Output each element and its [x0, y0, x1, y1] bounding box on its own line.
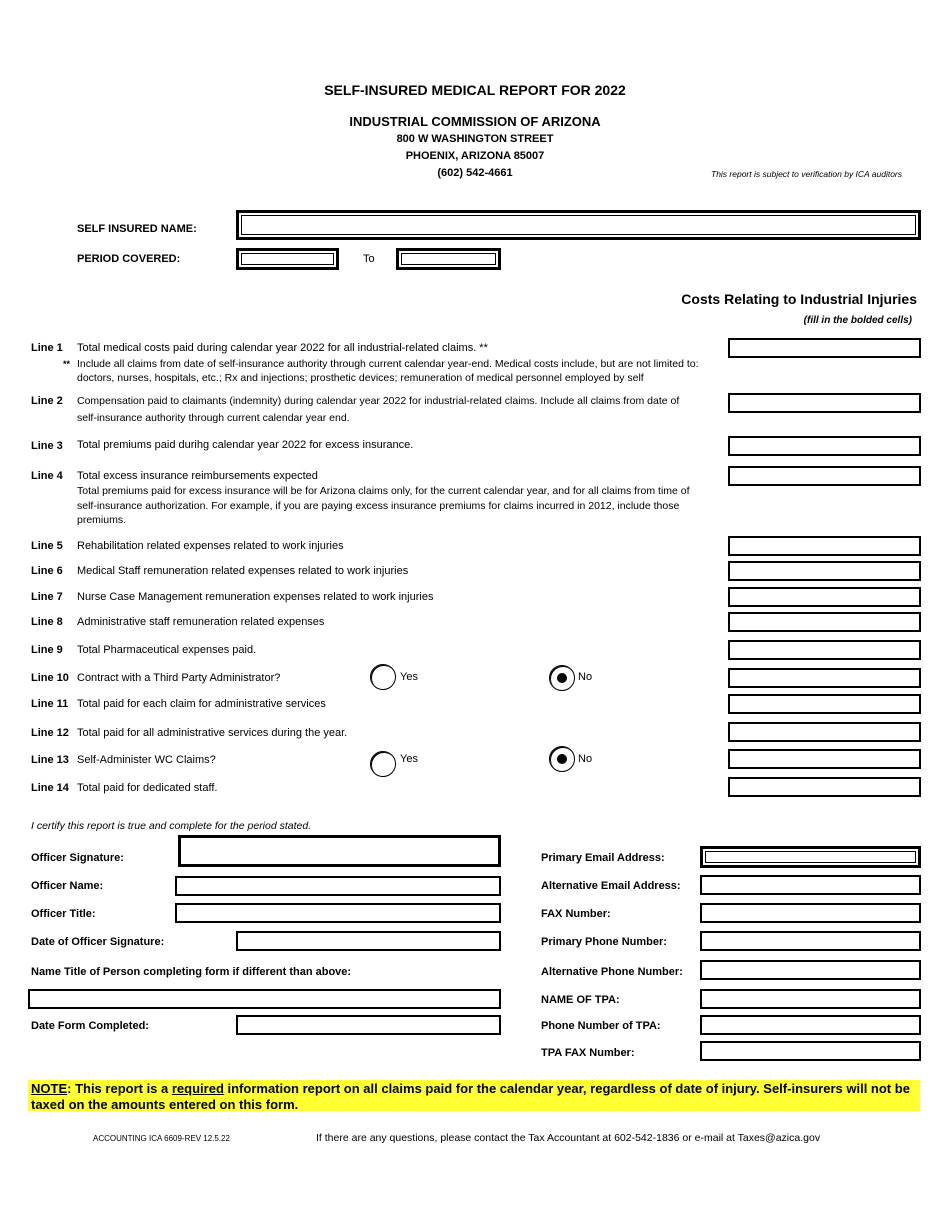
line13-no-radio[interactable] — [549, 746, 575, 772]
line12-input[interactable] — [728, 722, 921, 742]
line1-input[interactable] — [728, 338, 921, 358]
primary-phone-label: Primary Phone Number: — [541, 936, 667, 948]
officer-date-input[interactable] — [236, 931, 501, 951]
alt-email-label: Alternative Email Address: — [541, 880, 681, 892]
org-city: PHOENIX, ARIZONA 85007 — [405, 150, 545, 162]
line1-note: Include all claims from date of self-insurance authority through current calendar year-end. Medical costs include, but are not limited to: doctors, nurses, hospitals, etc.; Rx and injections; prosthetic devices; remuneration of medical personnel employed by self — [77, 358, 699, 384]
alt-email-input[interactable] — [700, 875, 921, 895]
line10-yes-label: Yes — [400, 671, 418, 683]
radio-selected-dot — [557, 754, 567, 764]
line-description: Nurse Case Management remuneration expenses related to work injuries — [77, 591, 434, 603]
tpa-name-label: NAME OF TPA: — [541, 994, 620, 1006]
date-completed-label: Date Form Completed: — [31, 1020, 149, 1032]
verification-note: This report is subject to verification by ICA auditors — [711, 169, 903, 179]
note-rest: information report on all claims paid for the calendar year, regardless of date of injury. Self-insurers will not be taxed on the amounts entered on this form. — [31, 1081, 910, 1112]
tpa-phone-label: Phone Number of TPA: — [541, 1020, 661, 1032]
costs-subheading: (fill in the bolded cells) — [803, 315, 912, 326]
line-number: Line 8 — [31, 616, 63, 628]
line-description: Total paid for dedicated staff. — [77, 782, 218, 794]
line-description: Rehabilitation related expenses related to work injuries — [77, 540, 344, 552]
costs-heading: Costs Relating to Industrial Injuries — [681, 291, 917, 307]
line2-input[interactable] — [728, 393, 921, 413]
line10-no-label: No — [578, 671, 593, 683]
alt-phone-label: Alternative Phone Number: — [541, 966, 683, 978]
line11-input[interactable] — [728, 694, 921, 714]
line13-no-label: No — [578, 753, 593, 765]
other-person-label: Name Title of Person completing form if different than above: — [31, 966, 352, 978]
line-description: Compensation paid to claimants (indemnity) during calendar year 2022 for industrial-related claims. Include all claims from date of self-insurance authority through current calendar year end. — [77, 395, 680, 424]
line-description: Total Pharmaceutical expenses paid. — [77, 644, 257, 656]
line5-input[interactable] — [728, 536, 921, 556]
line10-input[interactable] — [728, 668, 921, 688]
tpa-fax-label: TPA FAX Number: — [541, 1047, 635, 1059]
required-note — [28, 1080, 920, 1111]
org-street: 800 W WASHINGTON STREET — [396, 133, 554, 145]
org-name: INDUSTRIAL COMMISSION OF ARIZONA — [349, 114, 601, 129]
period-to-label: To — [363, 253, 375, 265]
tpa-name-input[interactable] — [700, 989, 921, 1009]
line-description: Medical Staff remuneration related expenses related to work injuries — [77, 565, 409, 577]
officer-signature-input[interactable] — [178, 835, 501, 867]
note-colon: : This report is a — [67, 1081, 172, 1096]
other-person-input[interactable] — [28, 989, 501, 1009]
line-description: Administrative staff remuneration related expenses — [77, 616, 325, 628]
line8-input[interactable] — [728, 612, 921, 632]
line3-input[interactable] — [728, 436, 921, 456]
footer-contact: If there are any questions, please contact the Tax Accountant at 602-542-1836 or e-mail at Taxes@azica.gov — [316, 1132, 821, 1144]
officer-name-input[interactable] — [175, 876, 501, 896]
line-number: Line 10 — [31, 672, 69, 684]
alt-phone-input[interactable] — [700, 960, 921, 980]
officer-name-label: Officer Name: — [31, 880, 104, 892]
officer-title-label: Officer Title: — [31, 908, 96, 920]
line-description: Total medical costs paid during calendar year 2022 for all industrial-related claims. ** — [77, 342, 488, 354]
period-from-input[interactable] — [236, 248, 339, 270]
line13-yes-label: Yes — [400, 753, 418, 765]
line-description: Total paid for each claim for administrative services — [77, 698, 326, 710]
line-description: Contract with a Third Party Administrator? — [77, 672, 281, 684]
certify-text: I certify this report is true and complete for the period stated. — [31, 820, 312, 832]
line4-note: Total premiums paid for excess insurance will be for Arizona claims only, for the current calendar year, and for all claims from time of self-insurance authorization. For example, if you are paying excess insurance premiums for claims incurred in 2012, include those premiums. — [77, 485, 690, 526]
officer-title-input[interactable] — [175, 903, 501, 923]
note-prefix: NOTE — [31, 1081, 68, 1096]
self-insured-name-input[interactable] — [236, 210, 921, 240]
form-id: ACCOUNTING ICA 6609-REV 12.5.22 — [93, 1134, 230, 1143]
primary-phone-input[interactable] — [700, 931, 921, 951]
fax-input[interactable] — [700, 903, 921, 923]
page-title: SELF-INSURED MEDICAL REPORT FOR 2022 — [324, 82, 626, 98]
line-description: Total premiums paid durihg calendar year 2022 for excess insurance. — [77, 439, 414, 451]
line-number: Line 7 — [31, 591, 63, 603]
line9-input[interactable] — [728, 640, 921, 660]
line4-input[interactable] — [728, 466, 921, 486]
line13-input[interactable] — [728, 749, 921, 769]
org-phone: (602) 542-4661 — [437, 167, 513, 179]
note-required: required — [171, 1081, 224, 1096]
date-completed-input[interactable] — [236, 1015, 501, 1035]
tpa-fax-input[interactable] — [700, 1041, 921, 1061]
line-number: Line 9 — [31, 644, 63, 656]
line-number: Line 1 — [31, 342, 63, 354]
line10-no-radio[interactable] — [549, 665, 575, 691]
line-number: Line 2 — [31, 395, 63, 407]
line1-note-marker: ** — [63, 359, 71, 369]
line6-input[interactable] — [728, 561, 921, 581]
officer-signature-label: Officer Signature: — [31, 852, 124, 864]
tpa-phone-input[interactable] — [700, 1015, 921, 1035]
self-insured-name-label: SELF INSURED NAME: — [77, 223, 197, 235]
line-description: Total paid for all administrative services during the year. — [77, 727, 348, 739]
line-number: Line 12 — [31, 727, 69, 739]
radio-selected-dot — [557, 673, 567, 683]
line-description: Total excess insurance reimbursements expected — [77, 470, 318, 482]
line14-input[interactable] — [728, 777, 921, 797]
period-to-input[interactable] — [396, 248, 501, 270]
line10-yes-radio[interactable] — [370, 664, 396, 690]
fax-label: FAX Number: — [541, 908, 611, 920]
officer-date-label: Date of Officer Signature: — [31, 936, 165, 948]
primary-email-input[interactable] — [700, 846, 921, 868]
line-number: Line 4 — [31, 470, 63, 482]
line-number: Line 3 — [31, 440, 63, 452]
line-number: Line 13 — [31, 754, 69, 766]
line-number: Line 14 — [31, 782, 69, 794]
primary-email-label: Primary Email Address: — [541, 852, 665, 864]
line-number: Line 6 — [31, 565, 63, 577]
line-number: Line 5 — [31, 540, 63, 552]
line-description: Self-Administer WC Claims? — [77, 754, 216, 766]
line7-input[interactable] — [728, 587, 921, 607]
line13-yes-radio[interactable] — [370, 751, 396, 777]
period-covered-label: PERIOD COVERED: — [77, 253, 181, 265]
line-number: Line 11 — [31, 698, 69, 710]
